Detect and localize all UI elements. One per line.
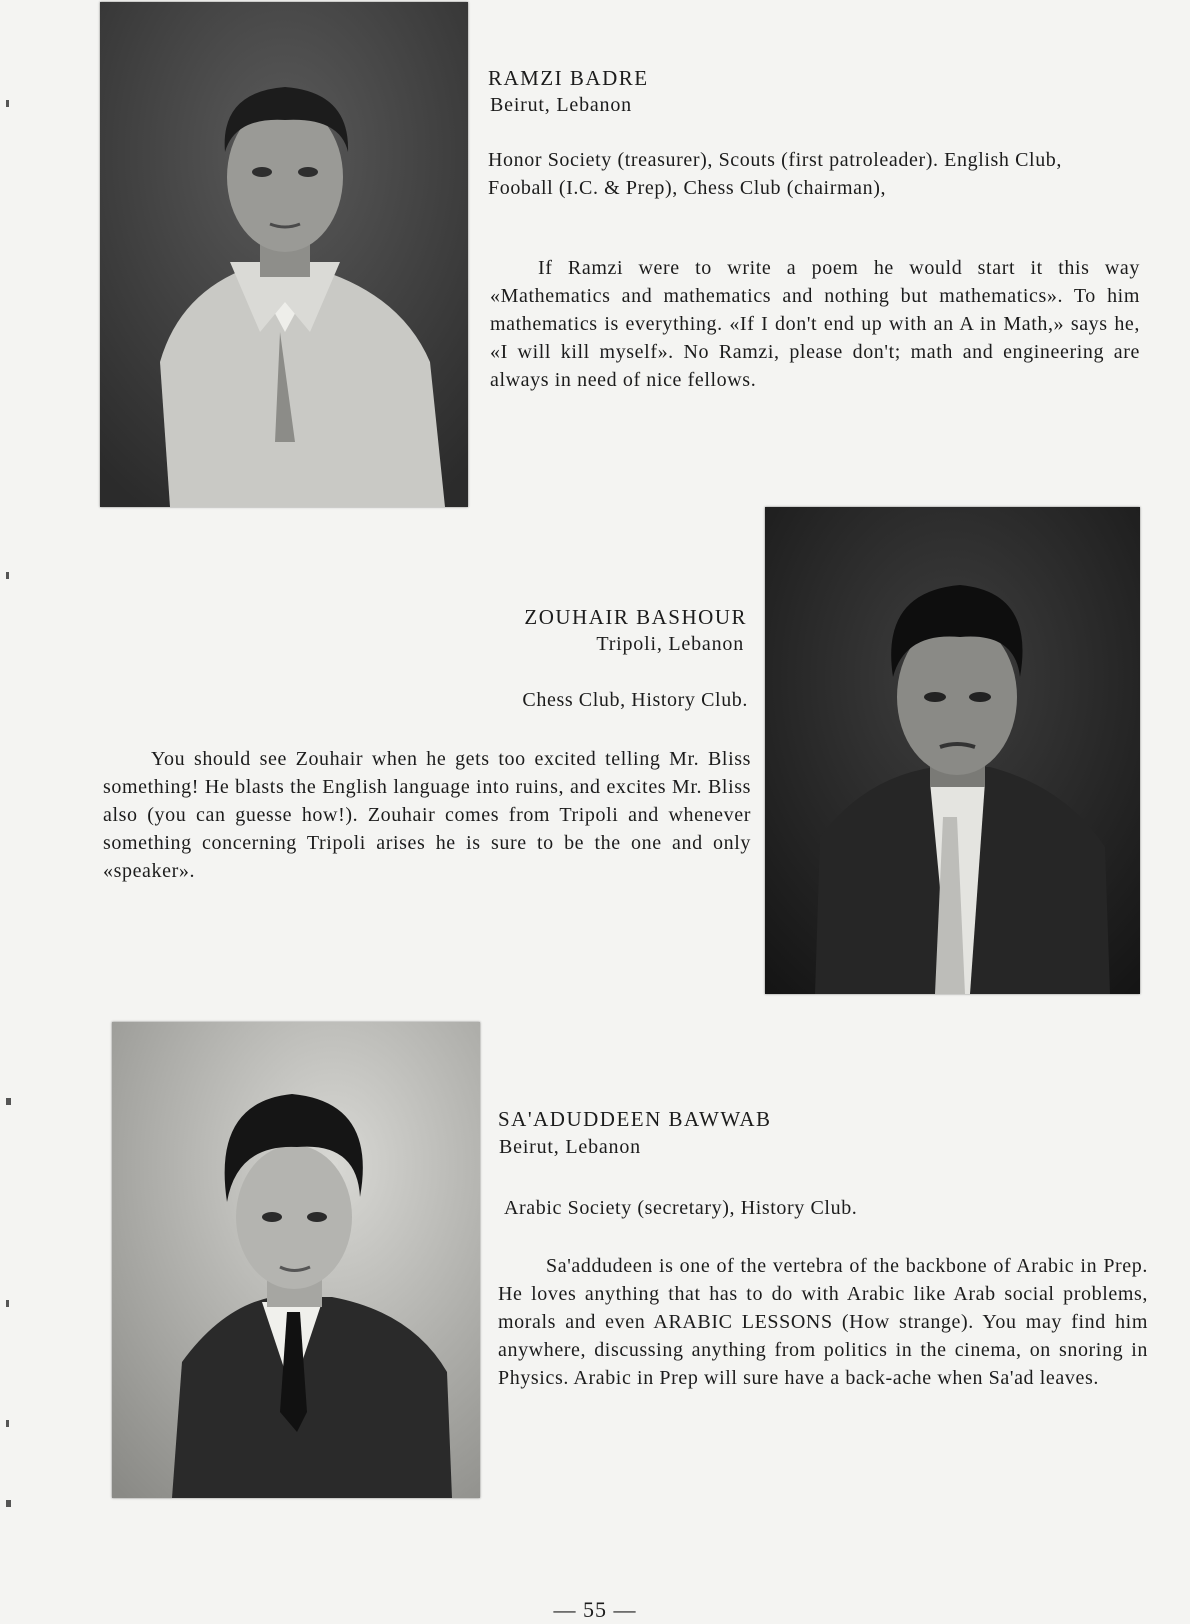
scan-speck xyxy=(6,100,9,107)
student-hometown: Tripoli, Lebanon xyxy=(596,633,744,655)
bio-paragraph: Sa'addudeen is one of the vertebra of the backbone of Arabic in Prep. He loves anything that has to do with Arabic like Arab social problems, morals and even ARABIC LESSONS (How strange). You may find him anywhere, discussing anything from politics in the cinema, on snoring in Physics. Arabic in Prep will sure have a back-ache when Sa'ad leaves. xyxy=(498,1255,1148,1389)
portrait-ramzi-badre xyxy=(100,2,468,507)
student-bio xyxy=(490,254,1140,394)
bio-paragraph: If Ramzi were to write a poem he would start it this way «Mathematics and mathematics and nothing but mathematics». To him mathematics is everything. «If I don't end up with an A in Math,» says he, «I will kill myself». No Ramzi, please don't; math and engineering are always in need of nice fellows. xyxy=(490,257,1140,391)
student-hometown: Beirut, Lebanon xyxy=(490,94,632,116)
student-bio xyxy=(103,745,751,885)
student-name: SA'ADUDDEEN BAWWAB xyxy=(498,1107,772,1131)
student-activities: Arabic Society (secretary), History Club. xyxy=(504,1197,858,1219)
student-hometown: Beirut, Lebanon xyxy=(499,1136,641,1158)
student-activities: Honor Society (treasurer), Scouts (first patroleader). English Club, Fooball (I.C. & Prep), Chess Club (chairman), xyxy=(488,149,1062,199)
scan-speck xyxy=(6,572,9,579)
student-name: RAMZI BADRE xyxy=(488,66,649,90)
scan-speck xyxy=(6,1420,9,1427)
student-bio xyxy=(498,1252,1148,1392)
scan-speck xyxy=(6,1500,11,1507)
student-name: ZOUHAIR BASHOUR xyxy=(524,605,747,629)
scan-speck xyxy=(6,1300,9,1307)
page-number: — 55 — xyxy=(553,1597,637,1622)
portrait-saaduddeen-bawwab xyxy=(112,1022,480,1498)
student-activities: Chess Club, History Club. xyxy=(522,689,748,711)
scan-speck xyxy=(6,1098,11,1105)
portrait-zouhair-bashour xyxy=(765,507,1140,994)
bio-paragraph: You should see Zouhair when he gets too excited telling Mr. Bliss something! He blasts the English language into ruins, and excites Mr. Bliss also (you can guesse how!). Zouhair comes from Tripoli and whenever something concerning Tripoli arises he is sure to be the one and only «speaker». xyxy=(103,748,751,882)
